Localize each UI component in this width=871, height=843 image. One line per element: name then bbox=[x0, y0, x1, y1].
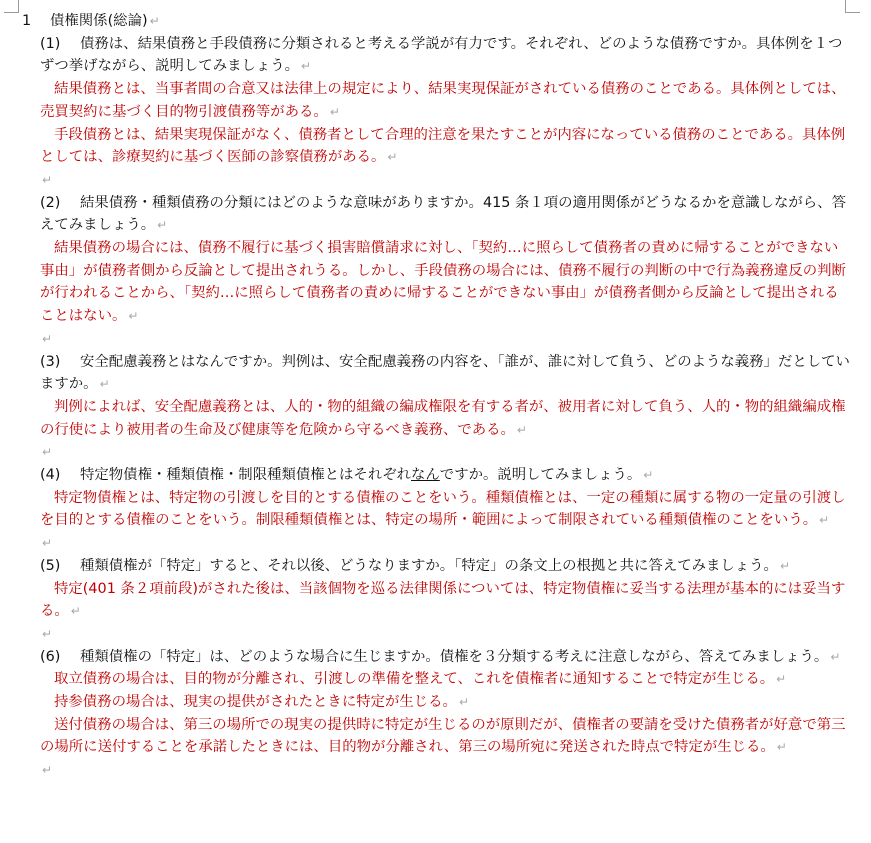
question-text: 結果債務・種類債務の分類にはどのような意味がありますか。415 条１項の適用関係がどうなるかを意識しながら、答えてみましょう。 bbox=[40, 194, 846, 234]
question-paragraph[interactable] bbox=[40, 646, 851, 669]
answer-text: 取立債務の場合は、目的物が分離され、引渡しの準備を整えて、これを債権者に通知することで特定が生じる。 bbox=[54, 671, 775, 688]
empty-paragraph[interactable] bbox=[40, 759, 851, 782]
page-corner-mark-left bbox=[4, 0, 19, 13]
empty-paragraph[interactable] bbox=[40, 169, 851, 192]
paragraph-mark-icon: ↵ bbox=[42, 536, 53, 551]
answer-paragraph[interactable] bbox=[40, 668, 851, 691]
empty-paragraph[interactable] bbox=[40, 532, 851, 555]
paragraph-mark-icon: ↵ bbox=[70, 604, 81, 619]
paragraph-mark-icon: ↵ bbox=[42, 626, 53, 641]
empty-paragraph[interactable] bbox=[40, 328, 851, 351]
answer-text: 特定(401 条２項前段)がされた後は、当該個物を巡る法律関係については、特定物債権に妥当する法理が基本的には妥当する。 bbox=[40, 580, 846, 620]
paragraph-mark-icon: ↵ bbox=[458, 695, 470, 710]
question-text-part-2: ですか。説明してみましょう。 bbox=[439, 467, 642, 484]
question-paragraph[interactable] bbox=[40, 192, 851, 237]
answer-paragraph[interactable] bbox=[40, 714, 851, 759]
answer-paragraph[interactable] bbox=[40, 237, 851, 328]
answer-paragraph[interactable] bbox=[40, 487, 851, 532]
question-number: (4) bbox=[40, 467, 61, 484]
answer-paragraph[interactable] bbox=[40, 78, 851, 123]
paragraph-mark-icon: ↵ bbox=[329, 104, 340, 119]
question-number: (6) bbox=[40, 648, 61, 665]
question-number: (2) bbox=[40, 194, 61, 211]
answer-text: 特定物債権とは、特定物の引渡しを目的とする債権のことをいう。種類債権とは、一定の種類に属する物の一定量の引渡しを目的とする債権のことをいう。制限種類債権とは、特定の場所・範囲によって制限されている種類債権のことをいう。 bbox=[40, 489, 846, 529]
paragraph-mark-icon: ↵ bbox=[157, 218, 168, 233]
paragraph-mark-icon: ↵ bbox=[643, 468, 654, 483]
answer-text: 結果債務の場合には、債務不履行に基づく損害賠償請求に対し、「契約…に照らして債務者の責めに帰することができない事由」が債務者側から反論として提出されうる。しかし、手段債務の場合には、債務不履行の判断の中で行為義務違反の判断が行われることから、「契約…に照らして債務者の責めに帰することができない事由」が債務者側から反論として提出されることはない。 bbox=[40, 240, 846, 325]
answer-paragraph[interactable] bbox=[40, 396, 851, 441]
answer-paragraph[interactable] bbox=[40, 691, 851, 714]
answer-text: 結果債務とは、当事者間の合意又は法律上の規定により、結果実現保証がされている債務のことである。具体例としては、売買契約に基づく目的物引渡債務等がある。 bbox=[40, 81, 846, 120]
underlined-word: なん bbox=[411, 467, 440, 484]
document-body[interactable] bbox=[18, 10, 851, 782]
paragraph-mark-icon: ↵ bbox=[516, 422, 527, 437]
question-text: 種類債権が「特定」すると、それ以後、どうなりますか。「特定」の条文上の根拠と共に答えてみましょう。 bbox=[80, 557, 778, 574]
question-text: 安全配慮義務とはなんですか。判例は、安全配慮義務の内容を、「誰が、誰に対して負う、どのような義務」だとしていますか。 bbox=[40, 353, 850, 393]
answer-text: 判例によれば、安全配慮義務とは、人的・物的組織の編成権限を有する者が、被用者に対して負う、人的・物的組織編成権の行使により被用者の生命及び健康等を危険から守るべき義務、である。 bbox=[40, 398, 846, 438]
paragraph-mark-icon: ↵ bbox=[42, 763, 53, 778]
question-number: (3) bbox=[40, 353, 61, 370]
section-number: 1 bbox=[22, 13, 32, 29]
question-text: 債務は、結果債務と手段債務に分類されると考える学説が有力です。それぞれ、どのような債務ですか。具体例を１つずつ挙げながら、説明してみましょう。 bbox=[40, 35, 843, 75]
paragraph-mark-icon: ↵ bbox=[819, 513, 830, 528]
section-heading[interactable] bbox=[22, 10, 851, 33]
paragraph-mark-icon: ↵ bbox=[776, 672, 787, 687]
question-paragraph[interactable] bbox=[40, 33, 851, 78]
question-number: (5) bbox=[40, 557, 61, 574]
paragraph-mark-icon: ↵ bbox=[779, 558, 791, 573]
paragraph-mark-icon: ↵ bbox=[99, 377, 110, 392]
answer-text: 送付債務の場合は、第三の場所での現実の提供時に特定が生じるのが原則だが、債権者の要請を受けた債務者が好意で第三の場所に送付することを承諾したときには、目的物が分離され、第三の場所宛に発送された時点で特定が生じる。 bbox=[40, 716, 846, 756]
question-paragraph[interactable] bbox=[40, 464, 851, 487]
empty-paragraph[interactable] bbox=[40, 441, 851, 464]
paragraph-mark-icon: ↵ bbox=[301, 59, 312, 74]
empty-paragraph[interactable] bbox=[40, 623, 851, 646]
question-paragraph[interactable] bbox=[40, 555, 851, 578]
paragraph-mark-icon: ↵ bbox=[830, 649, 841, 664]
answer-text: 手段債務とは、結果実現保証がなく、債務者として合理的注意を果たすことが内容になっている債務のことである。具体例としては、診療契約に基づく医師の診察債務がある。 bbox=[40, 126, 846, 166]
paragraph-mark-icon: ↵ bbox=[42, 172, 53, 187]
question-text: 種類債権の「特定」は、どのような場合に生じますか。債権を３分類する考えに注意しながら、答えてみましょう。 bbox=[80, 648, 829, 665]
question-paragraph[interactable] bbox=[40, 351, 851, 396]
paragraph-mark-icon: ↵ bbox=[387, 150, 398, 165]
question-text-part-1: 特定物債権・種類債権・制限種類債権とはそれぞれ bbox=[80, 467, 411, 484]
paragraph-mark-icon: ↵ bbox=[776, 740, 787, 755]
answer-paragraph[interactable] bbox=[40, 124, 851, 169]
answer-text: 持参債務の場合は、現実の提供がされたときに特定が生じる。 bbox=[54, 694, 457, 711]
answer-paragraph[interactable] bbox=[40, 578, 851, 623]
paragraph-mark-icon: ↵ bbox=[42, 331, 53, 346]
paragraph-mark-icon: ↵ bbox=[42, 445, 53, 460]
paragraph-mark-icon: ↵ bbox=[149, 14, 160, 28]
question-number: (1) bbox=[40, 35, 61, 52]
section-title: 債権関係(総論) bbox=[50, 13, 148, 29]
paragraph-mark-icon: ↵ bbox=[128, 309, 139, 324]
